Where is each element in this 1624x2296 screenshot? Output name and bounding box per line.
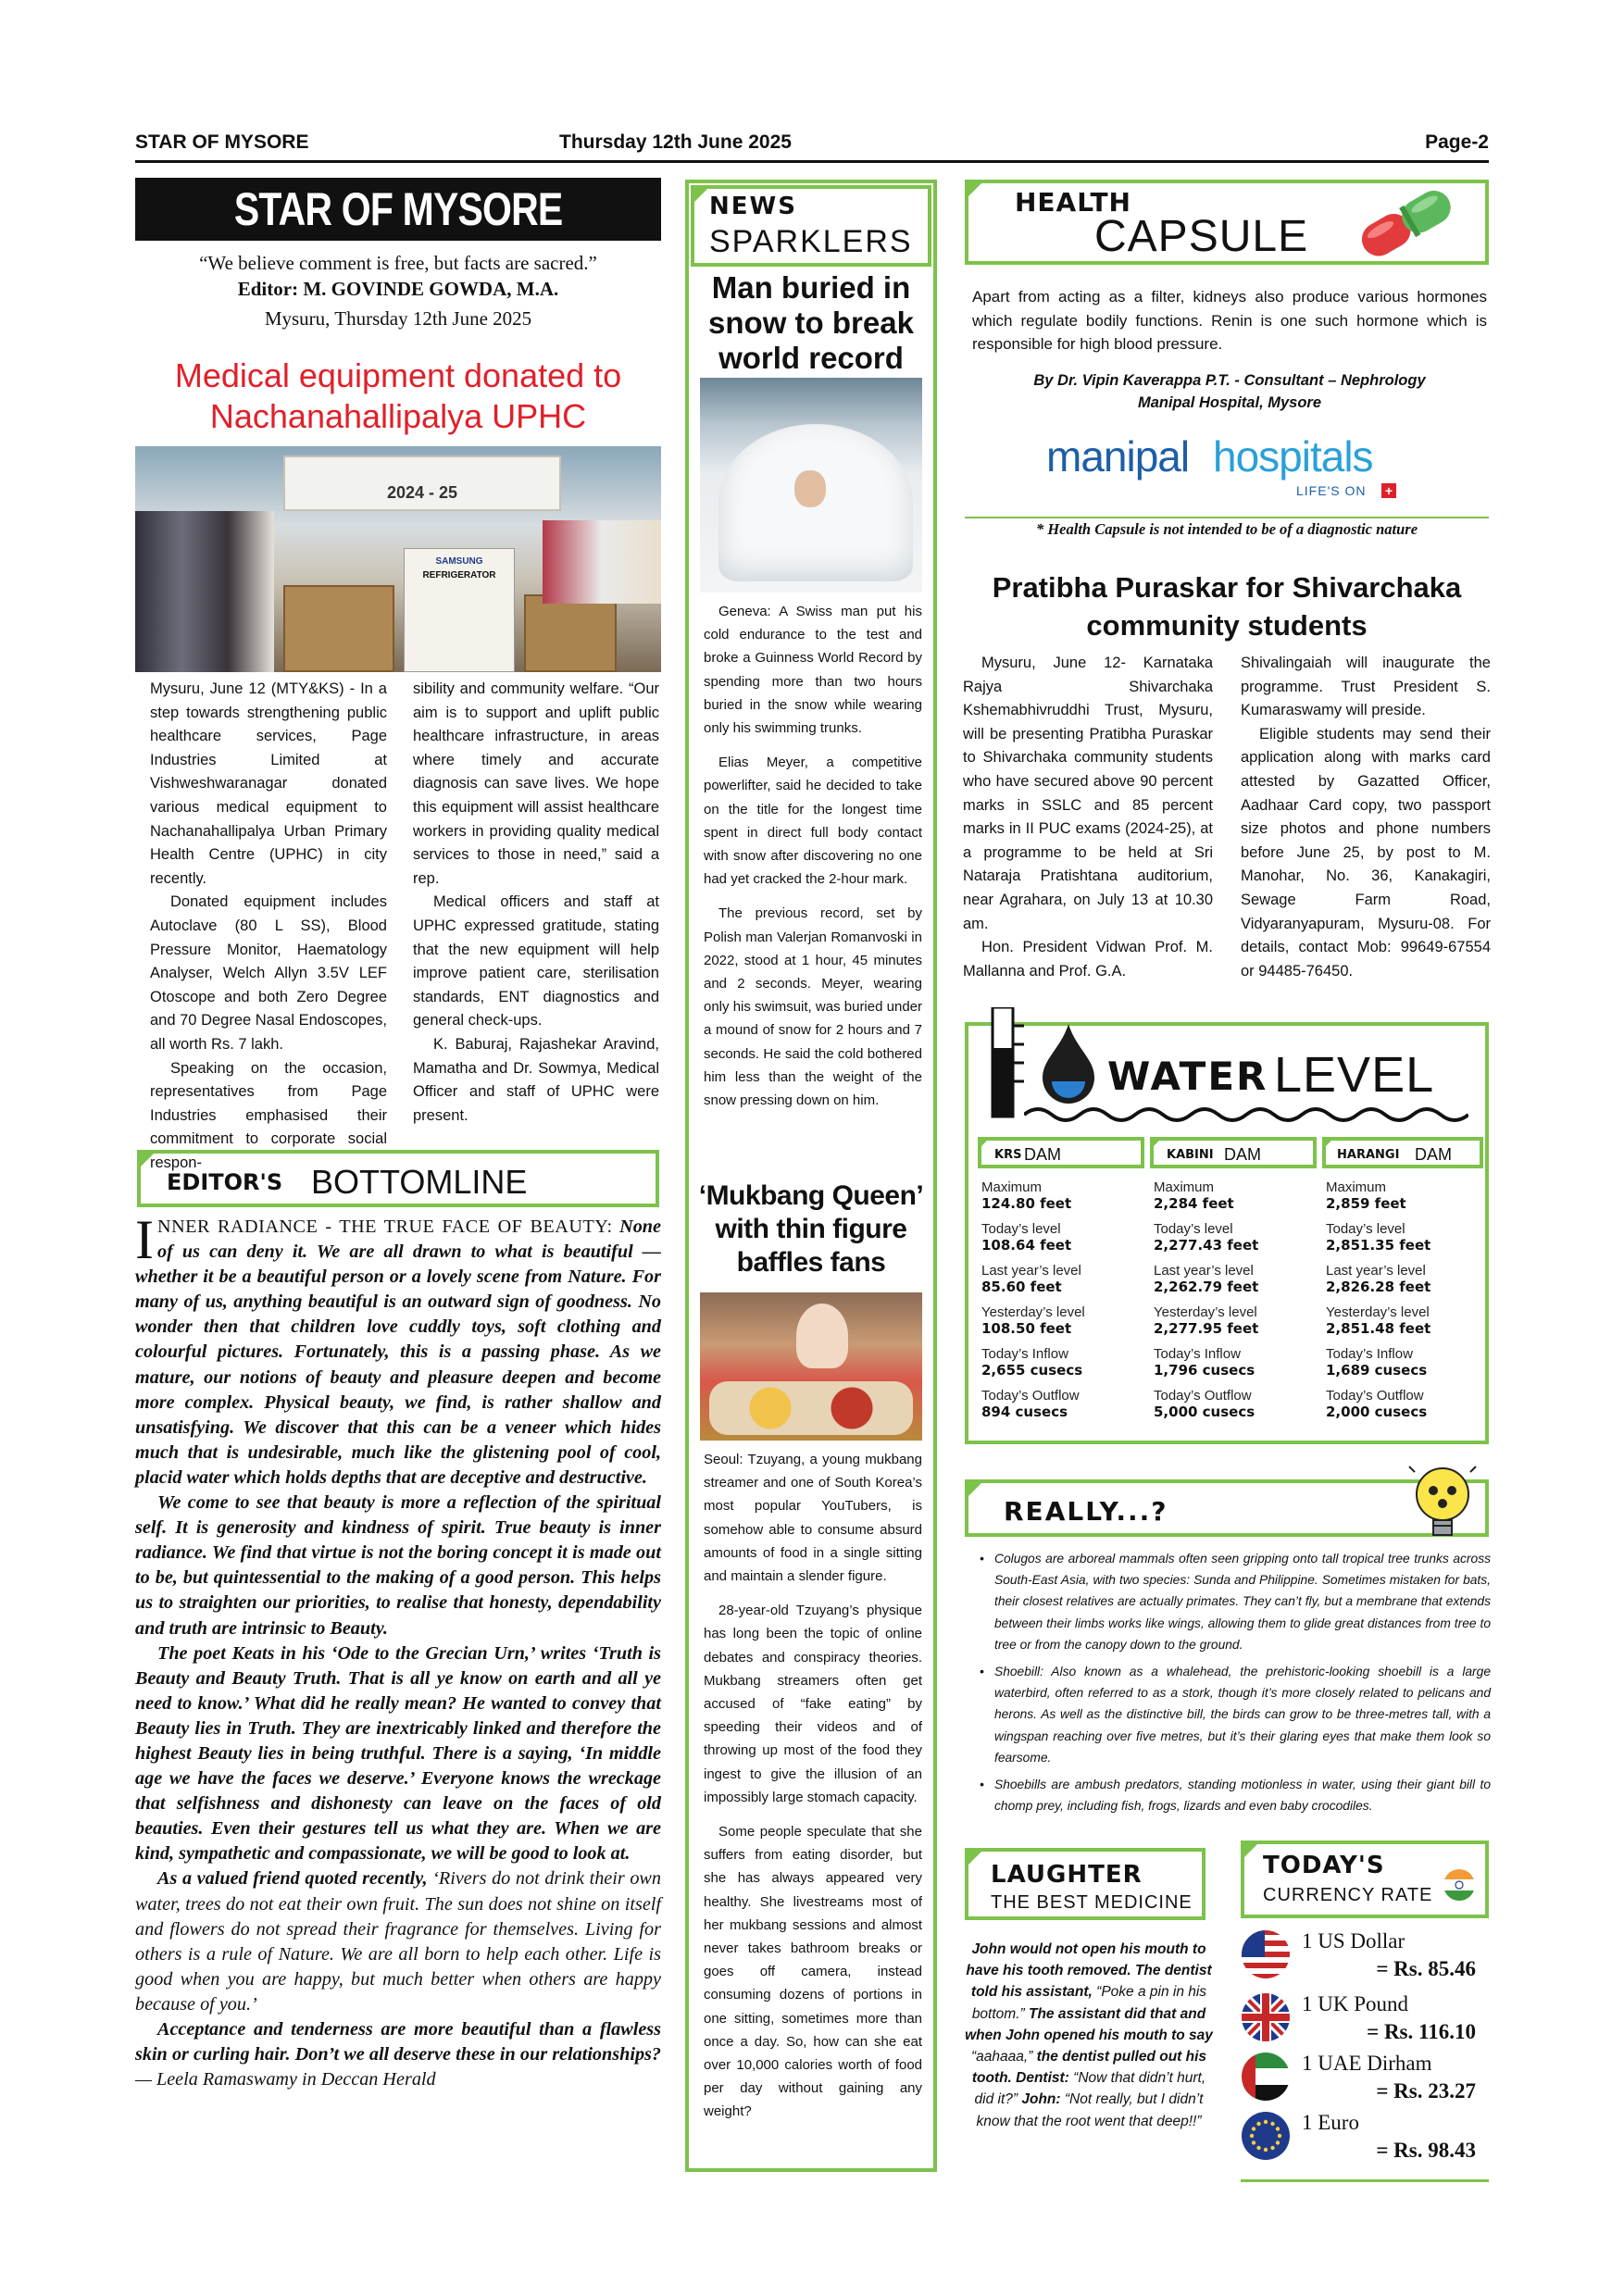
water-wave-line: [1024, 1104, 1468, 1126]
water-level-panel: [965, 1022, 1489, 1444]
manipal-logo-tagline: LIFE'S ON: [1296, 483, 1367, 498]
header-date: Thursday 12th June 2025: [559, 131, 792, 153]
dam-kabini-label-4: Today’s Inflow: [1154, 1346, 1241, 1362]
bottomline-para5-a: Acceptance and tenderness are more beautiful than a flawless skin or curling hair. Don’t we all deserve these in our relationships?: [135, 2019, 661, 2065]
photo-people-left: [135, 511, 274, 672]
health-disclaimer-rule: [965, 517, 1489, 518]
lead-col1-para3: Speaking on the occasion, representatives from Page Industries emphasised their commitment to corporate social respon-: [150, 1059, 387, 1171]
dam-harangi-header: [1322, 1137, 1483, 1168]
dam-kabini-value-0: 2,284 feet: [1154, 1195, 1234, 1212]
dam-harangi: [1322, 1137, 1483, 1429]
currency-row-usd: [1241, 1929, 1481, 1990]
really-list: [980, 1548, 1491, 1822]
dam-kabini-value-4: 1,796 cusecs: [1154, 1362, 1255, 1379]
water-title-light: LEVEL: [1274, 1047, 1435, 1103]
dam-harangi-value-4: 1,689 cusecs: [1326, 1362, 1428, 1379]
pratibha-col1: [963, 652, 1213, 983]
dam-harangi-label-4: Today’s Inflow: [1326, 1346, 1413, 1362]
manipal-plus-icon: +: [1381, 483, 1396, 498]
dam-krs-value-5: 894 cusecs: [981, 1404, 1068, 1420]
health-title-bold: HEALTH: [1015, 187, 1131, 218]
lead-story-col1: [150, 678, 387, 1175]
dam-krs-value-1: 108.64 feet: [981, 1237, 1072, 1254]
currency-name-eur: 1 Euro: [1302, 2111, 1359, 2134]
really-item-3: [980, 1774, 1491, 1816]
header-paper-name: STAR OF MYSORE: [135, 131, 309, 153]
dam-krs-label-5: Today’s Outflow: [981, 1388, 1080, 1404]
pratibha-col1-para2: Hon. President Vidwan Prof. M. Mallanna and Prof. G.A.: [963, 939, 1213, 980]
masthead-motto: “We believe comment is free, but facts are sacred.”: [199, 252, 597, 274]
dam-krs-rows: [978, 1179, 1144, 1420]
laughter-title-box: [965, 1848, 1206, 1920]
dam-harangi-label-5: Today’s Outflow: [1326, 1388, 1424, 1404]
pratibha-headline-line1: Pratibha Puraskar for Shivarchaka: [992, 571, 1462, 604]
pratibha-col2-para1: Shivalingaiah will inaugurate the programme. Trust President S. Kumaraswamy will preside.: [1241, 655, 1491, 719]
dam-kabini-rows: [1150, 1179, 1317, 1420]
pratibha-col2: [1241, 652, 1491, 983]
masthead-logo-text: STAR OF MYSORE: [233, 183, 563, 235]
dam-harangi-name-light: DAM: [1415, 1145, 1452, 1164]
sparkler2-headline: ‘Mukbang Queen’ with thin figure baffles fans: [698, 1180, 924, 1278]
us-flag-icon: [1241, 1929, 1291, 1979]
mukbang-person: [796, 1304, 848, 1368]
dam-harangi-value-5: 2,000 cusecs: [1326, 1404, 1428, 1420]
dam-kabini-label-0: Maximum: [1154, 1179, 1215, 1195]
manipal-logo-word2: hospitals: [1213, 432, 1373, 480]
dam-kabini-value-1: 2,277.43 feet: [1154, 1237, 1259, 1254]
dam-krs-corner-tab: [978, 1137, 991, 1150]
bottomline-para3: The poet Keats in his ‘Ode to the Grecian Urn,’ writes ‘Truth is Beauty and Beauty Truth. That is all ye know on earth and all ye need to know.’ What did he really mean? He wanted to convey that Beauty lies in Truth. They are inextricably linked and therefore the highest Beauty lies in being truthful. There is a saying, ‘In middle age we have the faces we deserve.’ Everyone knows the wreckage that selfishness and dishonesty can leave on the faces of old beauties. Even their gestures tell us what they are. When we are kind, sympathetic and compassionate, we will be good to look at.: [135, 1642, 661, 1865]
really-item-1-text: Colugos are arboreal mammals often seen gripping onto tall tropical tree trunks across South-East Asia, with two species: Sunda and Philippine. Sometimes mistaken for bats, their closest relatives are actually primates. They can’t fly, but a membrane that extends between their limbs works like wings, allowing them to glide great distances from tree to tree or from the canopy down to the ground.: [994, 1552, 1491, 1652]
dam-krs-name-light: DAM: [1024, 1145, 1061, 1164]
sparklers-title-light: SPARKLERS: [709, 224, 913, 259]
sparkler2-para1: Seoul: Tzuyang, a young mukbang streamer and one of South Korea’s most popular YouTubers, is somehow able to consume absurd amounts of food in a single sitting and maintain a slender figure.: [704, 1452, 922, 1585]
health-byline1: By Dr. Vipin Kaverappa P.T. - Consultant – Nephrology: [1033, 372, 1426, 389]
bottomline-para4-b: ‘Rivers do not drink their own water, trees do not eat their own fruit. The sun does not shine on itself and flowers do not spread their fragrance for themselves. Living for others is a rule of Nature. We are all born to help each other. Life is good when you are happy, but much better when others are happy because of you.’: [135, 1868, 661, 2015]
currency-name-gbp: 1 UK Pound: [1302, 1992, 1409, 2015]
lead-headline-line2: Nachanahallipalya UPHC: [209, 397, 587, 435]
bottomline-para1: [135, 1209, 661, 1491]
dam-krs-label-3: Yesterday’s level: [981, 1304, 1085, 1320]
uk-flag-icon: [1241, 1992, 1291, 2042]
laughter-body: [965, 1939, 1213, 2132]
lead-headline-line1: Medical equipment donated to: [174, 356, 622, 394]
mukbang-photo: [700, 1292, 922, 1441]
bottomline-para2: We come to see that beauty is more a reflection of the spiritual self. It is generosity and kindness of spirit. True beauty is inner radiance. We find that virtue is not the boring concept it is made out to be, but quintessential to the making of a good person. This helps us to straighten our priorities, to realise that honesty, dependability and truth are intrinsic to Beauty.: [135, 1492, 661, 1639]
laughter-part1: John would not open his mouth to have his tooth removed. The dentist told his assistant,: [966, 1941, 1212, 2001]
capsule-pill-icon: [1339, 185, 1478, 259]
dam-harangi-label-2: Last year’s level: [1326, 1263, 1426, 1279]
health-byline2: Manipal Hospital, Mysore: [1137, 394, 1322, 411]
health-title-light: CAPSULE: [1094, 212, 1309, 261]
dam-harangi-corner-tab: [1322, 1137, 1335, 1150]
manipal-logo-word1: manipal: [1046, 432, 1190, 480]
dam-harangi-label-1: Today’s level: [1326, 1221, 1405, 1237]
dam-harangi-label-3: Yesterday’s level: [1326, 1304, 1430, 1320]
laughter-part7: John:: [1018, 2091, 1065, 2108]
currency-bottom-rule: [1241, 2179, 1489, 2182]
water-title-bold: WATER: [1107, 1054, 1268, 1099]
bottomline-title-bold: EDITOR'S: [167, 1169, 283, 1195]
dam-harangi-rows: [1322, 1179, 1483, 1420]
lead-col2-para3: K. Baburaj, Rajashekar Aravind, Mamatha and Dr. Sowmya, Medical Officer and staff of UPHC were present.: [413, 1035, 659, 1124]
dam-kabini-label-1: Today’s level: [1154, 1221, 1233, 1237]
sparkler1-para1: Geneva: A Swiss man put his cold endurance to the test and broke a Guinness World Record by spending more than two hours buried in the snow while wearing only his swimming trunks.: [704, 604, 922, 737]
dam-krs-label-4: Today’s Inflow: [981, 1346, 1068, 1362]
sparkler2-para3: Some people speculate that she suffers from eating disorder, but she has always appeared very healthy. She livestreams most of her mukbang sessions and almost never takes bathroom breaks or goes off camera, instead consuming dozens of portions in one sitting, sometimes more than once a day. So, how can she eat over 10,000 calories worth of food per day without gaining any weight?: [704, 1824, 922, 2120]
currency-row-eur: [1241, 2111, 1481, 2172]
dam-krs-value-3: 108.50 feet: [981, 1320, 1072, 1337]
health-body: Apart from acting as a filter, kidneys also produce various hormones which regulate bodily functions. Renin is one such hormone which is responsible for high blood pressure.: [972, 288, 1487, 353]
photo-banner: [283, 455, 561, 511]
sparkler1-para2: Elias Meyer, a competitive powerlifter, said he decided to take on the title for the longest time spent in direct full body contact with snow after discovering no one had yet cracked the 2-hour mark.: [704, 755, 922, 888]
masthead-dateline: Mysuru, Thursday 12th June 2025: [264, 307, 532, 330]
currency-name-usd: 1 US Dollar: [1302, 1929, 1405, 1953]
uae-flag-icon: [1241, 2052, 1291, 2102]
photo-refrigerator-box: [404, 548, 515, 672]
dam-krs-value-4: 2,655 cusecs: [981, 1362, 1083, 1379]
really-item-1: [980, 1548, 1491, 1655]
bottomline-para4-a: As a valued friend quoted recently,: [157, 1868, 433, 1890]
photo-crate-right: [524, 594, 617, 672]
really-item-2: [980, 1661, 1491, 1768]
dam-harangi-value-2: 2,826.28 feet: [1326, 1279, 1431, 1295]
pratibha-headline: [965, 568, 1489, 644]
health-disclaimer: * Health Capsule is not intended to be of a diagnostic nature: [1035, 520, 1418, 538]
laughter-corner-tab: [965, 1848, 985, 1868]
health-capsule-header: [965, 180, 1489, 265]
dam-kabini-value-3: 2,277.95 feet: [1154, 1320, 1259, 1337]
really-title: REALLY...?: [1004, 1496, 1168, 1527]
dam-krs-value-0: 124.80 feet: [981, 1195, 1072, 1212]
dam-harangi-value-0: 2,859 feet: [1326, 1195, 1406, 1212]
bottomline-para1-caps: NNER RADIANCE - THE TRUE FACE OF BEAUTY:: [156, 1217, 613, 1237]
dam-kabini-label-5: Today’s Outflow: [1154, 1388, 1252, 1404]
dam-kabini-name-light: DAM: [1224, 1145, 1261, 1164]
really-item-3-text: Shoebills are ambush predators, standing motionless in water, using their giant bill to chomp prey, including fish, frogs, lizards and even baby crocodiles.: [994, 1778, 1491, 1814]
bottomline-title-light: BOTTOMLINE: [311, 1163, 528, 1201]
laughter-title-light: THE BEST MEDICINE: [991, 1892, 1193, 1913]
dam-kabini-value-2: 2,262.79 feet: [1154, 1279, 1259, 1295]
laughter-part6: “Now that didn’t hurt, did it?”: [974, 2070, 1206, 2108]
masthead-editor: Editor: M. GOVINDE GOWDA, M.A.: [237, 278, 559, 300]
sparkler1-body: [704, 600, 922, 1112]
buried-man-face: [794, 470, 826, 507]
lead-col2-para2: Medical officers and staff at UPHC expressed gratitude, stating that the new equipment will help improve patient care, sterilisation standards, ENT diagnostics and general check-ups.: [413, 893, 659, 1029]
news-sparklers-header: [691, 185, 931, 267]
dam-krs: [978, 1137, 1144, 1429]
bottomline-corner-tab: [137, 1150, 157, 1170]
sparklers-title-bold: NEWS: [709, 193, 797, 220]
dam-harangi-label-0: Maximum: [1326, 1179, 1387, 1195]
dam-krs-header: [978, 1137, 1144, 1168]
currency-name-aed: 1 UAE Dirham: [1302, 2052, 1432, 2075]
laughter-part4: “aahaaa,”: [970, 2049, 1033, 2065]
lead-col2-para1: sibility and community welfare. “Our aim is to support and uplift public healthcare infrastructure, in areas where timely and accurate diagnosis can save lives. We hope this equipment will assist healthcare workers in providing quality medical services to those in need,” said a rep.: [413, 680, 659, 887]
dam-kabini-corner-tab: [1150, 1137, 1163, 1150]
lead-story-col2: [413, 678, 659, 1128]
currency-list: [1241, 1929, 1491, 2179]
health-corner-tab: [965, 180, 985, 200]
photo-box-brand: SAMSUNG: [435, 556, 483, 567]
dam-krs-label-2: Last year’s level: [981, 1263, 1081, 1279]
lead-col1-para1: Mysuru, June 12 (MTY&KS) - In a step towards strengthening public healthcare services, Page Industries Limited at Vishweshwaranagar donated various medical equipment to Nachanahallipalya Urban Primary Health Centre (UPHC) in city recently.: [150, 680, 387, 887]
page-header: [135, 130, 1489, 163]
dam-kabini: [1150, 1137, 1317, 1429]
photo-crate: [283, 585, 394, 672]
india-flag-icon: [1443, 1868, 1476, 1902]
currency-title-bold: TODAY'S: [1263, 1852, 1385, 1879]
currency-title-light: CURRENCY RATE: [1263, 1885, 1433, 1905]
currency-value-gbp: = Rs. 116.10: [1367, 2020, 1476, 2043]
really-corner-tab: [965, 1479, 985, 1500]
currency-value-usd: = Rs. 85.46: [1376, 1957, 1476, 1980]
sparkler2-body: [704, 1448, 922, 2124]
currency-row-gbp: [1241, 1992, 1481, 2053]
laughter-title-bold: LAUGHTER: [991, 1861, 1143, 1889]
dam-kabini-header: [1150, 1137, 1317, 1168]
dam-harangi-name-bold: HARANGI: [1337, 1148, 1400, 1162]
currency-title-box: [1241, 1841, 1489, 1918]
dam-kabini-label-2: Last year’s level: [1154, 1263, 1254, 1279]
lead-photo: [135, 446, 661, 672]
pratibha-col2-para2: Eligible students may send their application along with marks card attested by Gazatted Officer, Aadhaar Card copy, two passport size photos and phone numbers before June 25, by post to M. Manohar, No. 36, Kanakagiri, Sewage Farm Road, Vidyaranyapuram, Mysuru-08. For details, contact Mob: 99649-67554 or 94485-76450.: [1241, 725, 1491, 980]
water-gauge-icon: [987, 1007, 1126, 1118]
bullet-icon: •: [980, 1778, 984, 1792]
eu-flag-icon: [1241, 2111, 1291, 2161]
currency-corner-tab: [1241, 1841, 1261, 1861]
pratibha-headline-line2: community students: [1086, 609, 1368, 642]
dam-krs-value-2: 85.60 feet: [981, 1279, 1062, 1295]
dam-krs-name-bold: KRS: [994, 1148, 1022, 1162]
bottomline-body: [135, 1209, 661, 2092]
pratibha-col1-para1: Mysuru, June 12- Karnataka Rajya Shivarchaka Kshemabhivruddhi Trust, Mysuru, will be presenting Pratibha Puraskar to Shivarchaka community students who have secured above 90 percent marks in SSLC and 85 percent marks in II PUC exams (2024-25), at a programme to be held at Sri Nataraja Pratishtana auditorium, near Agrahara, on July 13 at 10.30 am.: [963, 655, 1213, 932]
bottomline-para5-b: — Leela Ramaswamy in Deccan Herald: [135, 2069, 436, 2090]
photo-people-right: [543, 520, 661, 604]
mukbang-food: [709, 1381, 913, 1435]
dam-krs-label-1: Today’s level: [981, 1221, 1061, 1237]
bottomline-para4: [135, 1866, 661, 2017]
currency-value-eur: = Rs. 98.43: [1376, 2139, 1476, 2162]
sparkler1-headline: Man buried in snow to break world record: [708, 270, 914, 375]
laughter-part8: “Not really, but I didn’t know that the root went that deep!!”: [976, 2091, 1204, 2129]
sparkler2-para2: 28-year-old Tzuyang’s physique has long been the topic of online debates and conspiracy theories. Mukbang streamers often get accused of “fake eating” by speeding their videos and of throwing up most of the food they ingest to give the illusion of an impossibly large stomach capacity.: [704, 1603, 922, 1805]
header-page-number: Page-2: [1425, 131, 1489, 153]
dam-kabini-value-5: 5,000 cusecs: [1154, 1404, 1255, 1420]
bottomline-para1-rest: None of us can deny it. We are all drawn to what is beautiful — whether it be a beautiful person or a lovely scene from Nature. For many of us, anything beautiful is an outward sign of goodness. No wonder then that children love cuddly toys, soft clothing and colourful pictures. Fortunately, this is a passing phase. As we mature, our notions of beauty and pleasure deepen and become more complex. Physical beauty, we find, is rather shallow and unsatisfying. We discover that this can be a veneer which hides much that is undesirable, much like the glistening pool of cool, placid water which holds depths that are deceptive and destructive.: [135, 1217, 661, 1488]
photo-box-label: REFRIGERATOR: [422, 570, 496, 580]
dam-kabini-name-bold: KABINI: [1167, 1148, 1214, 1162]
currency-row-aed: [1241, 2052, 1481, 2113]
photo-banner-text: 2024 - 25: [386, 483, 458, 502]
bottomline-dropcap: I: [135, 1209, 154, 1270]
dam-kabini-label-3: Yesterday’s level: [1154, 1304, 1257, 1320]
manipal-logo: [1046, 431, 1417, 500]
lead-col1-para2: Donated equipment includes Autoclave (80 L SS), Blood Pressure Monitor, Haematology Analyser, Welch Allyn 3.5V LEF Otoscope and both Zero Degree and 70 Degree Nasal Endoscopes, all worth Rs. 7 lakh.: [150, 893, 387, 1053]
lightbulb-icon: [1407, 1463, 1478, 1548]
bottomline-para5: [135, 2017, 661, 2092]
laughter-part3: The assistant did that and when John opened his mouth to say: [965, 2005, 1213, 2043]
dam-krs-label-0: Maximum: [981, 1179, 1043, 1195]
sparkler1-para3: The previous record, set by Polish man Valerjan Romanvoski in 2022, stood at 1 hour, 45 minutes and 2 seconds. Meyer, wearing only his swimsuit, was buried under a mound of snow for 2 hours and 7 seconds. He said the cold bothered him less than the weight of the snow pressing down on him.: [704, 905, 922, 1109]
currency-value-aed: = Rs. 23.27: [1376, 2079, 1476, 2103]
lead-headline: [135, 356, 661, 437]
bullet-icon: •: [980, 1665, 984, 1679]
masthead-logo: [135, 178, 661, 241]
laughter-part2: “Poke a pin in his bottom.”: [971, 1984, 1207, 2022]
dam-harangi-value-3: 2,851.48 feet: [1326, 1320, 1431, 1337]
laughter-part5: the dentist pulled out his tooth. Dentist:: [971, 2049, 1207, 2087]
bottomline-title-box: [137, 1150, 659, 1207]
really-item-2-text: Shoebill: Also known as a whalehead, the prehistoric-looking shoebill is a large waterbird, often referred to as a stork, though it’s more closely related to pelicans and herons. As well as the distinctive bill, the birds can grow to be three-metres tall, with a wingspan reaching over five metres, but it’s their glaring eyes that make them look so fearsome.: [994, 1665, 1491, 1765]
bullet-icon: •: [980, 1552, 984, 1566]
sparklers-corner-tab: [691, 185, 711, 206]
dam-harangi-value-1: 2,851.35 feet: [1326, 1237, 1431, 1254]
snow-photo: [700, 378, 922, 593]
